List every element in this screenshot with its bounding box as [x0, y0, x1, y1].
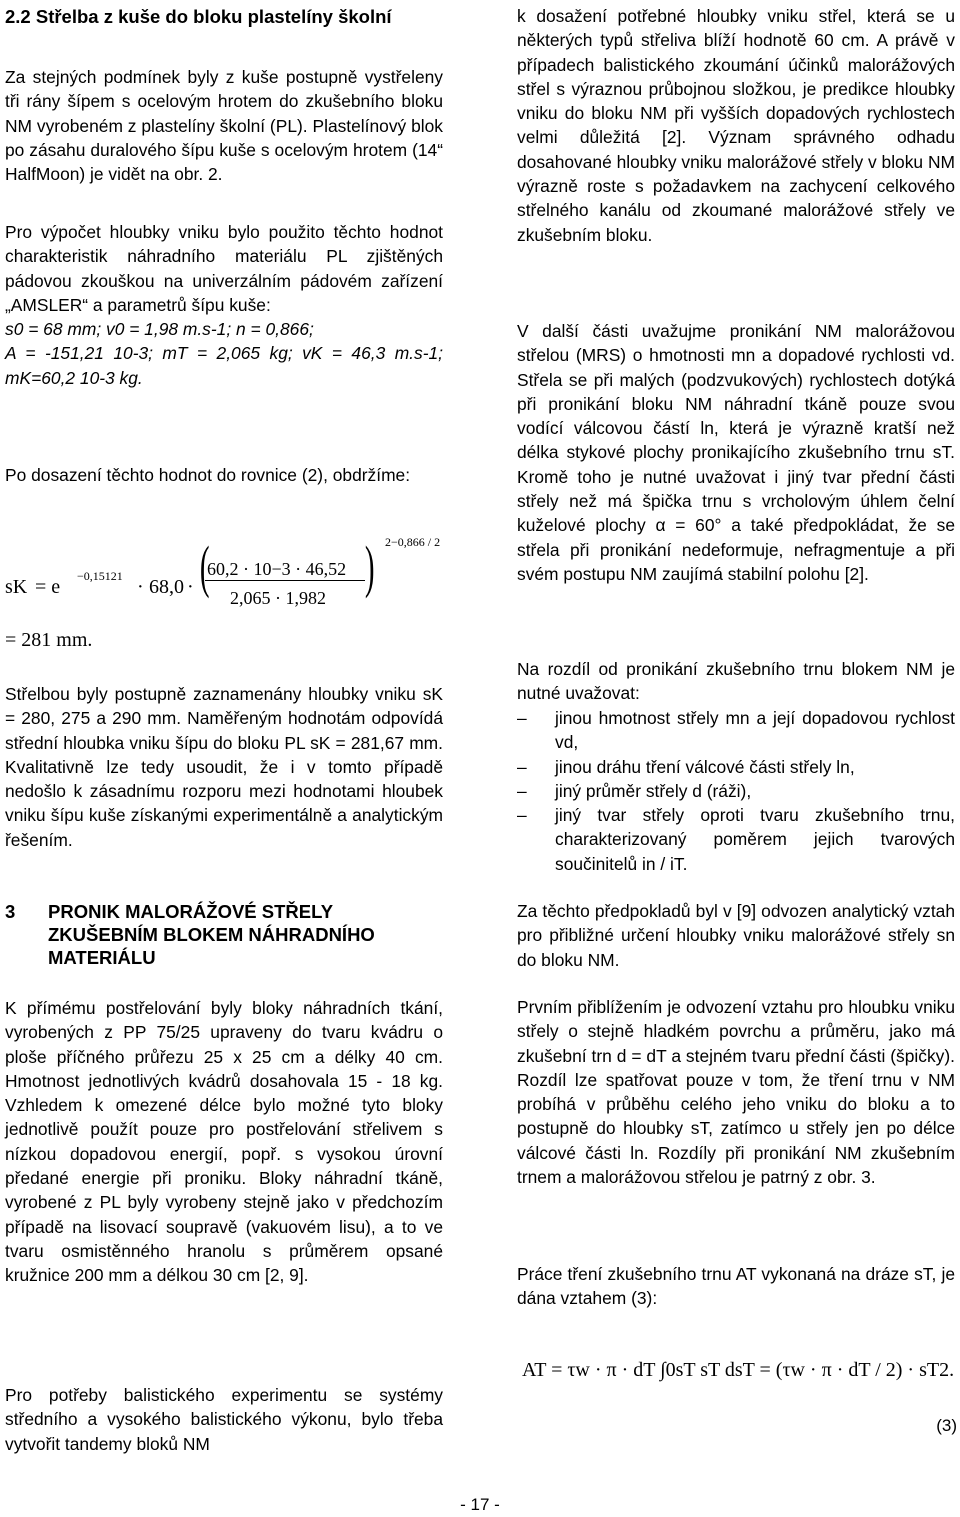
section-heading-3	[5, 900, 443, 969]
eq-lhs: sK	[5, 576, 28, 598]
paragraph-assumptions: Za těchto předpokladů byl v [9] odvozen analytický vztah pro přibližné určení hloubky vniku malorážové střely sn do bloku NM.	[517, 901, 955, 970]
list-item: – jinou dráhu tření válcové části střely ln,	[517, 756, 855, 777]
section-title: PRONIK MALORÁŽOVÉ STŘELY ZKUŠEBNÍM BLOKEM NÁHRADNÍHO MATERIÁLU	[48, 901, 375, 968]
paragraph-differences: Na rozdíl od pronikání zkušebního trnu blokem NM je nutné uvažovat:	[517, 659, 955, 704]
paragraph-blocks: K přímému postřelování byly bloky náhradních tkání, vyrobených z PP 75/25 upraveny do tvaru kvádru o ploše příčného průřezu 25 x 25 cm a délky 40 cm. Hmotnost jednotlivých kvádrů dosahovala 15 - 18 kg. Vzhledem k omezené délce bylo možné tyto bloky jednotlivě použít pouze pro postřelování střelivem s nízkou dopadovou energií, popř. s vysokou úrovní předané energie při proniku. Bloky náhradní tkáně, vyrobené z PL byly vyrobeny stejně jako v předchozím případě na lisovací soupravě (vakuovém lisu), a to ve tvaru osmistěnného hranolu s průměrem opsané kružnice 200 mm a délkou 30 cm [2, 9].	[5, 998, 443, 1286]
parameters-values-2: A = -151,21 10-3; mT = 2,065 kg; vK = 46,3 m.s-1; mK=60,2 10-3 kg.	[5, 343, 443, 388]
section-number: 3	[5, 901, 16, 922]
paragraph-tandem: Pro potřeby balistického experimentu se systémy středního a vysokého balistického výkonu, bylo třeba vytvořit tandemy bloků NM	[5, 1385, 443, 1454]
list-item: – jinou hmotnost střely mn a její dopadovou rychlost vd,	[517, 708, 955, 753]
paragraph-first-approx: Prvním přiblížením je odvození vztahu pro hloubku vniku střely o stejně hladkém povrchu a průměru, jako má zkušební trn d = dT a stejném tvaru přední části (špičky). Rozdíl lze spatřovat pouze v tom, že tření trnu v NM probíhá v průběhu celého jeho vniku do bloku a to postupně do hloubky sT, zatímco u střely jen po délce válcové části ln. Rozdíly při pronikání NM zkušebním trnem a malorážovou střelou je patrný z obr. 3.	[517, 997, 955, 1188]
paragraph-intro: Za stejných podmínek byly z kuše postupně vystřeleny tři rány šípem s ocelovým hrotem do zkušebního bloku NM vyrobeném z plastelíny školní (PL). Plastelínový blok po zásahu duralového šípu kuše s ocelovým hrotem (14“ HalfMoon) je vidět na obr. 2.	[5, 67, 443, 185]
eq-coef: 68,0	[149, 576, 184, 598]
eq3-formula: AT = τw · π · dT ∫0sT sT dsT = (τw · π · dT / 2) · sT2.	[522, 1359, 955, 1381]
eq-denominator: 2,065 · 1,982	[230, 588, 326, 608]
list-item: – jiný tvar střely oproti tvaru zkušebního trnu, charakterizovaný poměrem jejich tvarových součinitelů in / iT.	[517, 805, 955, 874]
eq-numerator: 60,2 · 10−3 · 46,52	[207, 559, 347, 579]
equation-number: (3)	[936, 1416, 957, 1435]
eq-power: 2−0,866 / 2	[385, 535, 441, 549]
list-item: – jiný průměr střely d (ráži),	[517, 780, 752, 801]
paragraph-results: Střelbou byly postupně zaznamenány hloubky vniku sK = 280, 275 a 290 mm. Naměřeným hodnotám odpovídá střední hloubka vniku šípu do bloku PL sK = 281,67 mm. Kvalitativně lze tedy usoudit, že i v tomto případě nedošlo k zásadnímu rozporu mezi hodnotami hloubek vniku šípu kuše získanými experimentálně a analytickým řešením.	[5, 684, 443, 850]
equation-3	[517, 1330, 957, 1440]
page-number: - 17 -	[460, 1495, 500, 1514]
eq-exponent: −0,15121	[77, 569, 123, 583]
parameters-values-1: s0 = 68 mm; v0 = 1,98 m.s-1; n = 0,866;	[5, 319, 314, 340]
differences-list	[517, 706, 955, 876]
paragraph-depth: k dosažení potřebné hloubky vniku střel, která se u některých typů střeliva blíží hodnotě 60 cm. A právě v případech balistického zkoumání účinků malorážových střel s výraznou průbojnou složkou, je predikce hloubky vniku do bloku NM při vyšších dopadových rychlostech velmi důležitá [2]. Význam správného odhadu dosahované hloubky vniku malorážové střely v bloku NM výrazně roste s požadavkem na zachycení celkového střelného kanálu od zkoumané malorážové střely ve zkušebním bloku.	[517, 6, 955, 245]
parameters-text: Pro výpočet hloubky vniku bylo použito těchto hodnot charakteristik náhradního materiálu PL zjištěných pádovou zkouškou na univerzálním pádovém zařízení „AMSLER“ a parametrů šípu kuše:	[5, 222, 443, 315]
paragraph-substitution: Po dosazení těchto hodnot do rovnice (2), obdržíme:	[5, 465, 411, 485]
paragraph-friction-work: Práce tření zkušebního trnu AT vykonaná na dráze sT, je dána vztahem (3):	[517, 1264, 955, 1309]
paragraph-parameters	[5, 220, 443, 390]
eq-result: = 281 mm.	[5, 629, 93, 651]
equation-sk: sK = e −0,15121 · 68,0 · ( 60,2 · 10−3 · 46,52 2,065 · 1,982 ) 2−0,866 / 2 = 281 mm.	[5, 530, 445, 650]
section-heading-2-2: 2.2 Střelba z kuše do bloku plastelíny školní	[5, 6, 392, 27]
paragraph-mrs: V další části uvažujme pronikání NM malorážovou střelou (MRS) o hmotnosti mn a dopadové rychlosti vd. Střela se při malých (podzvukových) rychlostech dotýká při pronikání bloku NM náhradní tkáně pouze svou vodící válcovou částí ln, která je výrazně kratší než délka stykové plochy pronikajícího zkušebního trnu sT. Kromě toho je nutné uvažovat i jiný tvar přední části střely než má špička trnu s vrcholovým úhlem čelní kuželové plochy α = 60° a také předpokládat, že se střela při pronikání nedeformuje, nefragmentuje a při svém postupu NM zaujímá stabilní polohu [2].	[517, 321, 955, 584]
